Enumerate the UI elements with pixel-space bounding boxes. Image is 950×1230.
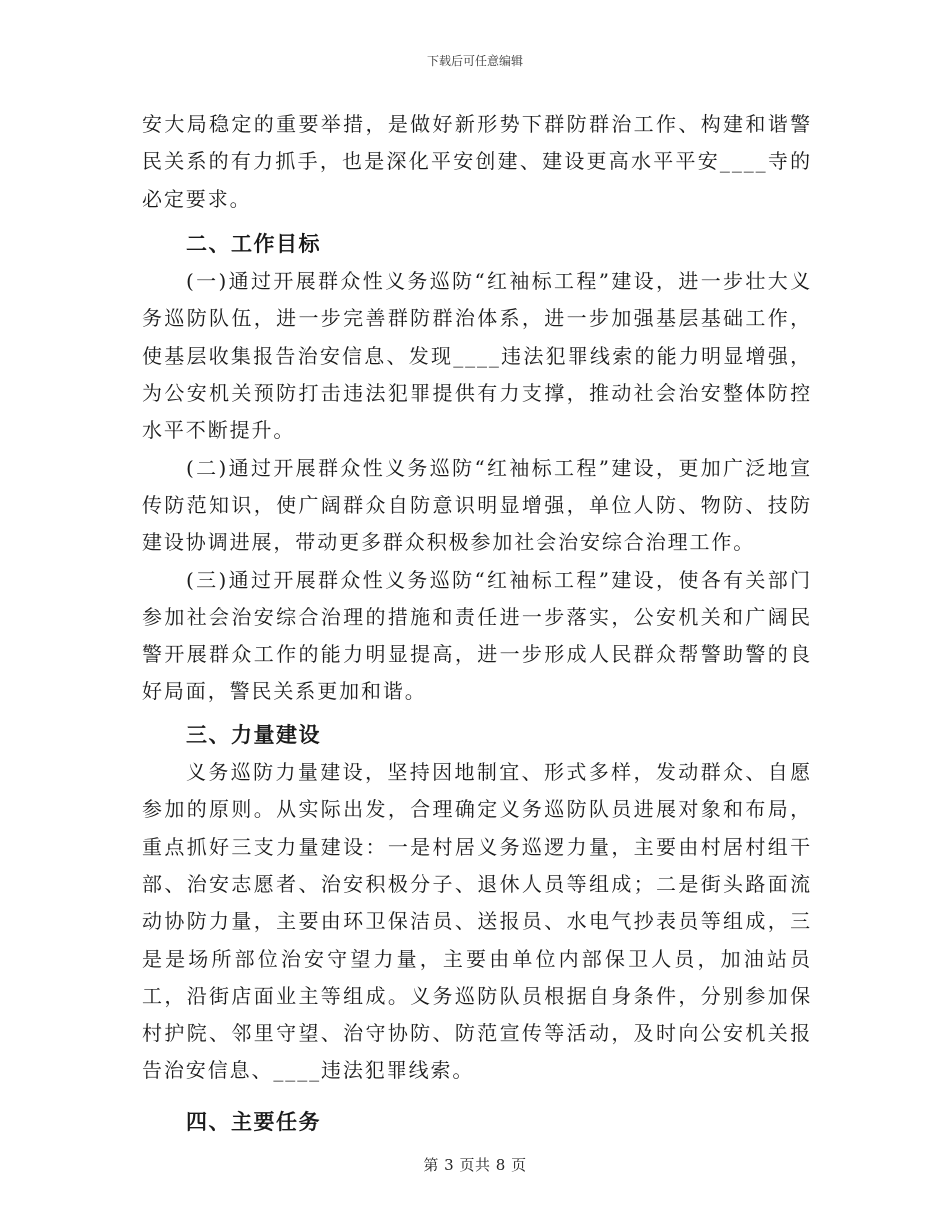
goal-paragraph-3: (三)通过开展群众性义务巡防“红袖标工程”建设，使各有关部门参加社会治安综合治理的措施和责任进一步落实，公安机关和广阔民警开展群众工作的能力明显提高，进一步形成人民群众帮警助警的良好局面，警民关系更加和谐。 — [142, 567, 812, 704]
goal-paragraph-2: (二)通过开展群众性义务巡防“红袖标工程”建设，更加广泛地宣传防范知识，使广阔群众自防意识明显增强，单位人防、物防、技防建设协调进展，带动更多群众积极参加社会治安综合治理工作。 — [142, 455, 812, 555]
intro-paragraph-tail: 安大局稳定的重要举措，是做好新形势下群防群治工作、构建和谐警民关系的有力抓手，也是深化平安创建、建设更高水平平安____寺的必定要求。 — [142, 112, 812, 211]
section-heading-main-tasks: 四、主要任务 — [186, 1109, 321, 1134]
section-heading-work-goals: 二、工作目标 — [186, 231, 321, 256]
document-body — [142, 106, 812, 1141]
goal-paragraph-1: (一)通过开展群众性义务巡防“红袖标工程”建设，进一步壮大义务巡防队伍，进一步完善群防群治体系，进一步加强基层基础工作，使基层收集报告治安信息、发现____违法犯罪线索的能力明显增强，为公安机关预防打击违法犯罪提供有力支撑，推动社会治安整体防控水平不断提升。 — [142, 269, 812, 443]
header-note: 下载后可任意编辑 — [426, 54, 523, 68]
page-indicator: 第 3 页共 8 页 — [423, 1156, 527, 1174]
force-building-paragraph: 义务巡防力量建设，坚持因地制宜、形式多样，发动群众、自愿参加的原则。从实际出发，合理确定义务巡防队员进展对象和布局，重点抓好三支力量建设：一是村居义务巡逻力量，主要由村居村组干部、治安志愿者、治安积极分子、退休人员等组成；二是街头路面流动协防力量，主要由环卫保洁员、送报员、水电气抄表员等组成，三是是场所部位治安守望力量，主要由单位内部保卫人员，加油站员工，沿街店面业主等组成。义务巡防队员根据自身条件，分别参加保村护院、邻里守望、治守协防、防范宣传等活动，及时向公安机关报告治安信息、____违法犯罪线索。 — [142, 760, 812, 1083]
section-heading-force-building: 三、力量建设 — [186, 722, 321, 747]
